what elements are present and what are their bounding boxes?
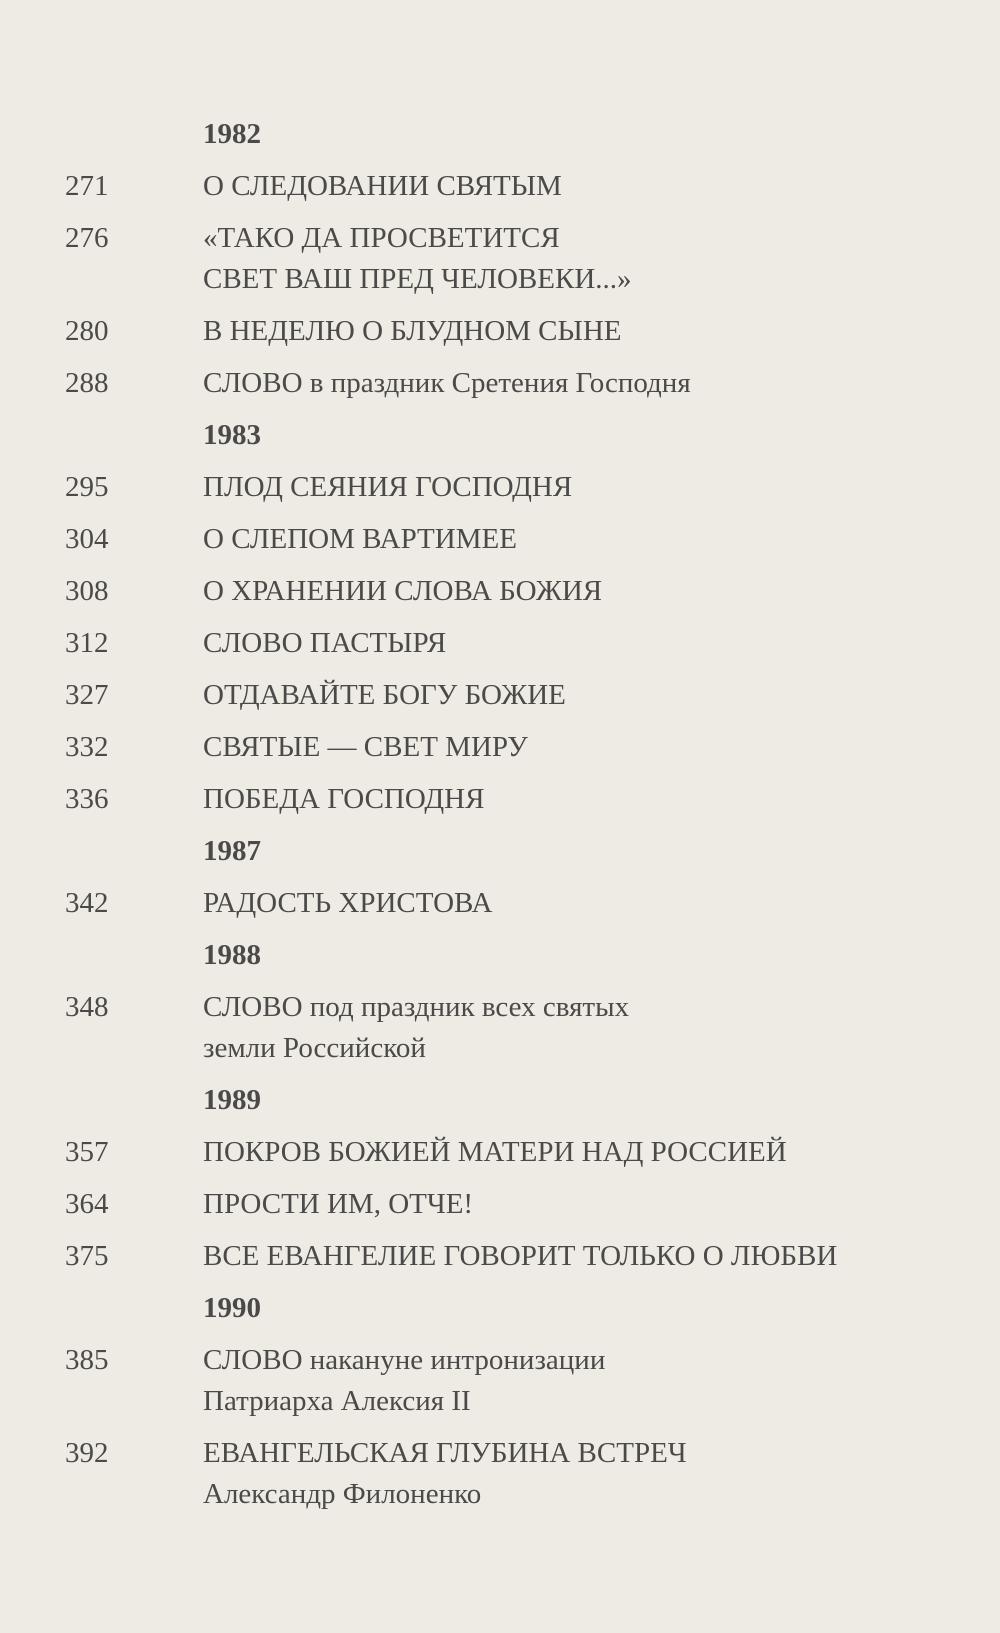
page-number: 276 xyxy=(65,222,109,254)
entry-title xyxy=(203,675,1000,716)
toc-entry xyxy=(0,727,1000,768)
page-number: 295 xyxy=(65,471,109,503)
toc-entry xyxy=(0,779,1000,820)
toc-entry xyxy=(0,623,1000,664)
entry-title-line: ПЛОД СЕЯНИЯ ГОСПОДНЯ xyxy=(203,471,573,503)
toc-entry xyxy=(0,363,1000,404)
entry-title-line: РАДОСТЬ ХРИСТОВА xyxy=(203,887,493,919)
page-number: 348 xyxy=(65,991,109,1023)
page-number: 308 xyxy=(65,575,109,607)
entry-title-line: СЛОВО накануне интронизации xyxy=(203,1344,606,1376)
toc-entry xyxy=(0,1340,1000,1422)
page-number: 385 xyxy=(65,1344,109,1376)
year-heading xyxy=(0,415,1000,456)
page-number: 271 xyxy=(65,170,109,202)
entry-title xyxy=(203,519,1000,560)
toc-entry xyxy=(0,166,1000,207)
year-heading xyxy=(0,1080,1000,1121)
entry-title xyxy=(203,1184,1000,1225)
year-heading xyxy=(0,935,1000,976)
entry-title-line: В НЕДЕЛЮ О БЛУДНОМ СЫНЕ xyxy=(203,315,622,347)
year-label: 1990 xyxy=(203,1292,261,1324)
entry-title-line: ПРОСТИ ИМ, ОТЧЕ! xyxy=(203,1188,474,1220)
toc-entry xyxy=(0,519,1000,560)
toc-entry xyxy=(0,571,1000,612)
entry-title xyxy=(203,987,1000,1069)
toc-entry xyxy=(0,1236,1000,1277)
year-label: 1988 xyxy=(203,939,261,971)
entry-title xyxy=(203,166,1000,207)
entry-title xyxy=(203,779,1000,820)
page-number xyxy=(0,1080,203,1121)
entry-title-line: «ТАКО ДА ПРОСВЕТИТСЯ xyxy=(203,222,560,254)
page-number xyxy=(0,1288,203,1329)
page-number: 332 xyxy=(65,731,109,763)
entry-title xyxy=(203,1236,1000,1277)
entry-title-line: СЛОВО ПАСТЫРЯ xyxy=(203,627,447,659)
year-label: 1989 xyxy=(203,1084,261,1116)
page-number: 288 xyxy=(65,367,109,399)
page-number: 375 xyxy=(65,1240,109,1272)
year-heading xyxy=(0,1288,1000,1329)
entry-title-line: СВЕТ ВАШ ПРЕД ЧЕЛОВЕКИ...» xyxy=(203,263,632,295)
page-number: 336 xyxy=(65,783,109,815)
page-number: 392 xyxy=(65,1437,109,1469)
entry-title xyxy=(203,1132,1000,1173)
entry-title-line: О СЛЕДОВАНИИ СВЯТЫМ xyxy=(203,170,562,202)
page-number xyxy=(0,415,203,456)
toc-entry xyxy=(0,467,1000,508)
entry-title-line: ПОКРОВ БОЖИЕЙ МАТЕРИ НАД РОССИЕЙ xyxy=(203,1136,787,1168)
page-number: 357 xyxy=(65,1136,109,1168)
entry-title-line: ЕВАНГЕЛЬСКАЯ ГЛУБИНА ВСТРЕЧ xyxy=(203,1437,687,1469)
page-number xyxy=(0,831,203,872)
entry-title-line: О ХРАНЕНИИ СЛОВА БОЖИЯ xyxy=(203,575,603,607)
toc-entry xyxy=(0,1184,1000,1225)
toc-entry xyxy=(0,311,1000,352)
entry-title xyxy=(203,727,1000,768)
toc-entry xyxy=(0,1433,1000,1515)
entry-title xyxy=(203,311,1000,352)
entry-title-line: О СЛЕПОМ ВАРТИМЕЕ xyxy=(203,523,517,555)
entry-title-line: ВСЕ ЕВАНГЕЛИЕ ГОВОРИТ ТОЛЬКО О ЛЮБВИ xyxy=(203,1240,838,1272)
entry-title xyxy=(203,1433,1000,1515)
entry-title xyxy=(203,363,1000,404)
page-number: 364 xyxy=(65,1188,109,1220)
page-number: 327 xyxy=(65,679,109,711)
page-number xyxy=(0,114,203,155)
entry-title-line: СЛОВО в праздник Сретения Господня xyxy=(203,367,691,399)
page-number: 312 xyxy=(65,627,109,659)
entry-title-line: ПОБЕДА ГОСПОДНЯ xyxy=(203,783,485,815)
entry-title-line: Патриарха Алексия II xyxy=(203,1385,471,1417)
toc-entry xyxy=(0,987,1000,1069)
entry-title-line: ОТДАВАЙТЕ БОГУ БОЖИЕ xyxy=(203,679,566,711)
toc-entry xyxy=(0,675,1000,716)
year-heading xyxy=(0,831,1000,872)
toc-entry xyxy=(0,218,1000,300)
entry-title-line: СЛОВО под праздник всех святых xyxy=(203,991,630,1023)
year-label: 1987 xyxy=(203,835,261,867)
page-number: 280 xyxy=(65,315,109,347)
entry-title-line: земли Российской xyxy=(203,1032,426,1064)
entry-title xyxy=(203,623,1000,664)
toc-entry xyxy=(0,883,1000,924)
page-number: 342 xyxy=(65,887,109,919)
entry-title xyxy=(203,883,1000,924)
page-number: 304 xyxy=(65,523,109,555)
entry-title xyxy=(203,1340,1000,1422)
year-heading xyxy=(0,114,1000,155)
entry-title xyxy=(203,571,1000,612)
entry-title-line: СВЯТЫЕ — СВЕТ МИРУ xyxy=(203,731,528,763)
entry-title xyxy=(203,218,1000,300)
toc-entry xyxy=(0,1132,1000,1173)
year-label: 1983 xyxy=(203,419,261,451)
year-label: 1982 xyxy=(203,118,261,150)
page-number xyxy=(0,935,203,976)
entry-title-line: Александр Филоненко xyxy=(203,1478,482,1510)
entry-title xyxy=(203,467,1000,508)
